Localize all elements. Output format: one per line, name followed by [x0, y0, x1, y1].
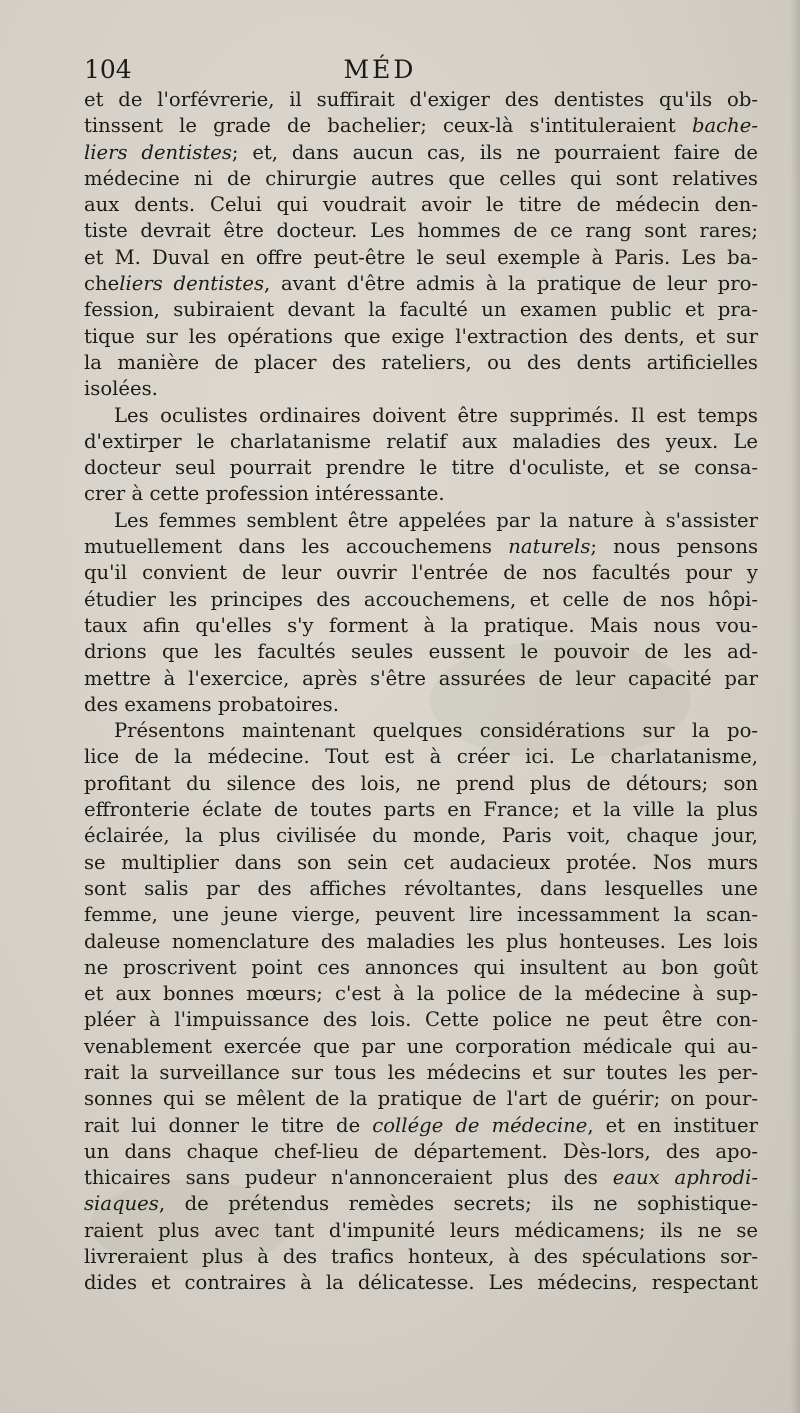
text-line: thicaires sans pudeur n'annonceraient plus des eaux aphrodi- — [84, 1166, 758, 1190]
text-line: docteur seul pourrait prendre le titre d'oculiste, et se consa- — [84, 456, 758, 480]
text-line: qu'il convient de leur ouvrir l'entrée de nos facultés pour y — [84, 561, 758, 585]
text-line: taux afin qu'elles s'y forment à la pratique. Mais nous vou- — [84, 613, 758, 637]
text-line: femme, une jeune vierge, peuvent lire incessamment la scan- — [84, 903, 758, 927]
text-line: siaques, de prétendus remèdes secrets; ils ne sophistique- — [84, 1192, 758, 1216]
text-line: tiste devrait être docteur. Les hommes de ce rang sont rares; — [84, 219, 758, 243]
text-line: des examens probatoires. — [84, 692, 339, 716]
text-line: drions que les facultés seules eussent le pouvoir de les ad- — [84, 640, 758, 664]
text-line: lice de la médecine. Tout est à créer ici. Le charlatanisme, — [84, 745, 758, 769]
page-number: 104 — [84, 55, 132, 84]
italic-phrase: collége de médecine — [372, 1113, 588, 1137]
italic-phrase: liers dentistes — [84, 140, 232, 164]
text-line: et M. Duval en offre peut-être le seul exemple à Paris. Les ba- — [84, 245, 758, 269]
page-header — [84, 54, 760, 86]
text-line: livreraient plus à des trafics honteux, à des spéculations sor- — [84, 1245, 758, 1269]
italic-phrase: eaux aphrodi- — [612, 1166, 758, 1190]
text-line: d'extirper le charlatanisme relatif aux maladies des yeux. Le — [84, 429, 758, 453]
text-line: ne proscrivent point ces annonces qui insultent au bon goût — [84, 955, 758, 979]
italic-phrase: liers dentistes — [119, 272, 264, 296]
text-line: tique sur les opérations que exige l'extraction des dents, et sur — [84, 324, 758, 348]
text-line: étudier les principes des accouchemens, et celle de nos hôpi- — [84, 587, 758, 611]
text-line: crer à cette profession intéressante. — [84, 482, 445, 506]
text-line: rait la surveillance sur tous les médecins et sur toutes les per- — [84, 1060, 758, 1084]
text-line: isolées. — [84, 377, 158, 401]
text-line: pléer à l'impuissance des lois. Cette police ne peut être con- — [84, 1008, 758, 1032]
italic-phrase: bache- — [691, 114, 758, 138]
text-line: venablement exercée que par une corporation médicale qui au- — [84, 1034, 758, 1058]
text-line: sonnes qui se mêlent de la pratique de l'art de guérir; on pour- — [84, 1087, 758, 1111]
text-line: tinssent le grade de bachelier; ceux-là s'intituleraient bache- — [84, 114, 758, 138]
body-text — [84, 87, 758, 1297]
text-line: Les oculistes ordinaires doivent être supprimés. Il est temps — [114, 403, 758, 427]
italic-phrase: naturels — [508, 535, 591, 559]
text-line: mutuellement dans les accouchemens naturels; nous pensons — [84, 535, 758, 559]
page-edge-shadow — [790, 0, 800, 1413]
text-line: daleuse nomenclature des maladies les plus honteuses. Les lois — [84, 929, 758, 953]
text-line: profitant du silence des lois, ne prend plus de détours; son — [84, 771, 758, 795]
text-line: mettre à l'exercice, après s'être assurées de leur capacité par — [84, 666, 758, 690]
text-line: médecine ni de chirurgie autres que celles qui sont relatives — [84, 166, 758, 190]
text-line: sont salis par des affiches révoltantes, dans lesquelles une — [84, 876, 758, 900]
text-line: un dans chaque chef-lieu de département. Dès-lors, des apo- — [84, 1139, 758, 1163]
running-head: MÉD — [343, 55, 417, 84]
italic-phrase: siaques — [84, 1192, 159, 1216]
text-line: Présentons maintenant quelques considérations sur la po- — [114, 719, 758, 743]
text-line: rait lui donner le titre de collége de médecine, et en instituer — [84, 1113, 758, 1137]
text-line: effronterie éclate de toutes parts en France; et la ville la plus — [84, 798, 758, 822]
text-line: raient plus avec tant d'impunité leurs médicamens; ils ne se — [84, 1218, 758, 1242]
text-line: fession, subiraient devant la faculté un examen public et pra- — [84, 298, 758, 322]
text-line: la manière de placer des rateliers, ou des dents artificielles — [84, 350, 758, 374]
text-line: Les femmes semblent être appelées par la nature à s'assister — [114, 508, 758, 532]
text-line: se multiplier dans son sein cet audacieux protée. Nos murs — [84, 850, 758, 874]
text-line: et aux bonnes mœurs; c'est à la police de la médecine à sup- — [84, 982, 758, 1006]
text-line: cheliers dentistes, avant d'être admis à la pratique de leur pro- — [84, 272, 758, 296]
text-line: liers dentistes; et, dans aucun cas, ils ne pourraient faire de — [84, 140, 758, 164]
text-line: et de l'orfévrerie, il suffirait d'exiger des dentistes qu'ils ob- — [84, 88, 758, 111]
text-line: aux dents. Celui qui voudrait avoir le titre de médecin den- — [84, 193, 758, 217]
text-line: éclairée, la plus civilisée du monde, Paris voit, chaque jour, — [84, 824, 758, 848]
text-line: dides et contraires à la délicatesse. Les médecins, respectant — [84, 1271, 758, 1295]
